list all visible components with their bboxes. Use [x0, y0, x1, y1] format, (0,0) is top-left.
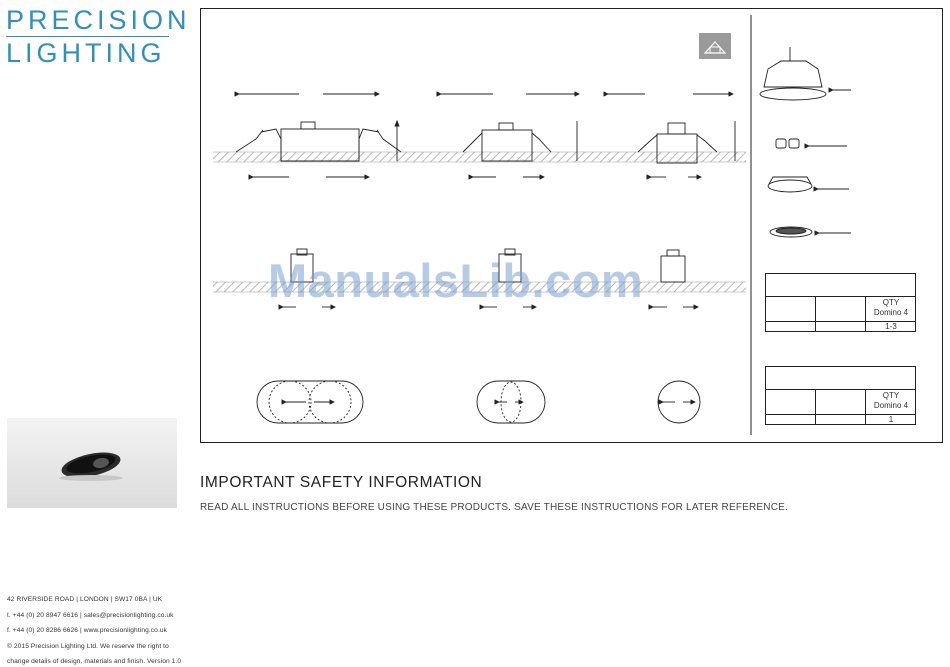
brand-logo: [6, 5, 191, 68]
component-driver-housing: [760, 47, 851, 100]
cutout-shape-large: [257, 381, 363, 423]
product-photo: [7, 418, 177, 508]
indoor-use-icon: [699, 33, 731, 59]
fitting-medium-side: [441, 94, 579, 177]
component-trim-ring: [770, 227, 851, 237]
brand-line-2: LIGHTING: [6, 38, 166, 68]
footer-fax: f. +44 (0) 20 8286 6626 | www.precisionlighting.co.uk: [7, 627, 168, 634]
ceiling-section-row1: [213, 152, 746, 162]
installation-diagram: [200, 8, 943, 443]
product-name: Domino 4: [873, 401, 909, 410]
qty-value: 1: [888, 415, 894, 424]
watermark: ManualsLib.com: [268, 254, 644, 307]
fitting-small-cutout: [653, 250, 698, 307]
footer-phone: t. +44 (0) 20 8947 6616 | sales@precisionlighting.co.uk: [7, 611, 174, 619]
fitting-large-side: [236, 94, 401, 177]
product-name: Domino 4: [873, 308, 909, 317]
fitting-small-side: [608, 94, 735, 177]
brand-line-1: PRECISION: [6, 5, 191, 35]
company-footer: [7, 592, 182, 667]
qty-header: QTY: [882, 391, 900, 400]
parts-table-2: [765, 366, 916, 425]
component-spring-clip: [768, 177, 849, 192]
qty-value: 1-3: [885, 322, 897, 331]
cutout-shape-medium: [477, 381, 545, 423]
cutout-shape-small: [658, 381, 700, 423]
brand-divider: [6, 36, 169, 37]
qty-header: QTY: [882, 298, 900, 307]
footer-copyright: © 2015 Precision Lighting Ltd. We reserve the right to: [7, 642, 169, 650]
footer-note: change details of design, materials and finish. Version 1.0: [7, 658, 182, 665]
safety-subtitle: READ ALL INSTRUCTIONS BEFORE USING THESE PRODUCTS. SAVE THESE INSTRUCTIONS FOR LATER REFERENCE.: [200, 502, 788, 513]
parts-table-1: [765, 273, 916, 332]
safety-title: IMPORTANT SAFETY INFORMATION: [200, 474, 483, 491]
component-connector: [776, 139, 847, 148]
footer-address: 42 RIVERSIDE ROAD | LONDON | SW17 0BA | UK: [7, 596, 163, 603]
